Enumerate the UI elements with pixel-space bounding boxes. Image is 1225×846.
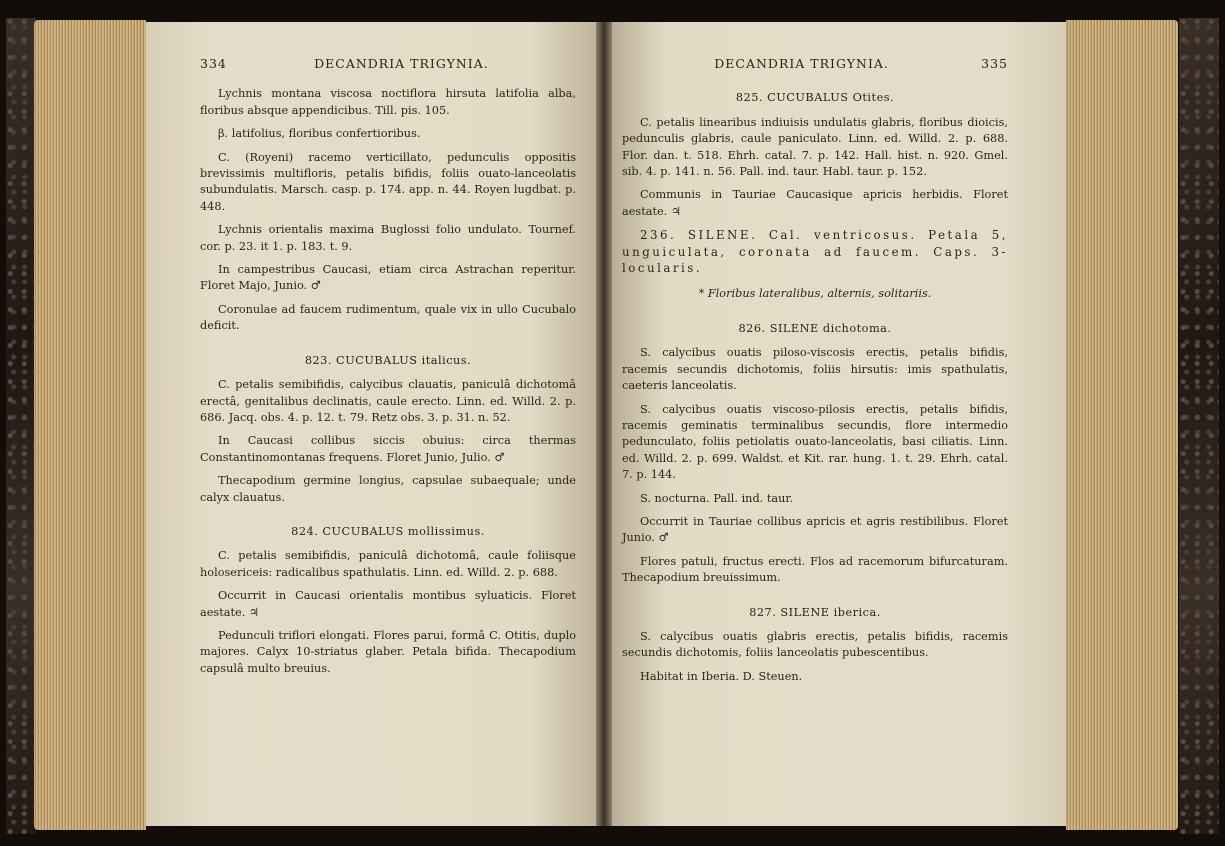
mollissimus-habitat: Occurrit in Caucasi orientalis montibus syluaticis. Floret aestate. ♃ [200,589,576,619]
royeni-description: C. (Royeni) racemo verticillato, pedunculis oppositis brevissimis multifloris, petalis bifidis, foliis ouato-lanceolatis subundulatis. Marsch. casp. p. 174. app. n. 44. Royen lugdbat. p. 448. [200,150,576,213]
right-page [612,22,1066,826]
iberica-habitat: Habitat in Iberia. D. Steuen. [640,669,803,683]
otites-habitat: Communis in Tauriae Caucasique apricis herbidis. Floret aestate. ♃ [622,188,1008,218]
right-cover-board [1179,18,1219,834]
italicus-habitat: In Caucasi collibus siccis obuius: circa thermas Constantinomontanas frequens. Floret Junio, Julio. ♂ [200,434,576,464]
mollissimus-note: Pedunculi triflori elongati. Flores parui, formâ C. Otitis, duplo majores. Calyx 10-striatus glaber. Petala bifida. Thecapodium capsulâ multo breuius. [200,628,576,675]
variety-beta: β. latifolius, floribus confertioribus. [218,127,421,141]
left-cover-board [6,18,36,834]
lychnis-orientalis-synonym: Lychnis orientalis maxima Buglossi folio undulato. Tournef. cor. p. 23. it 1. p. 183. t. 9. [200,223,576,253]
royeni-habitat: In campestribus Caucasi, etiam circa Astrachan reperitur. Floret Majo, Junio. ♂ [200,263,576,293]
dichotoma-note: Flores patuli, fructus erecti. Flos ad racemorum bifurcaturam. Thecapodium breuissimum. [622,554,1008,585]
left-page [146,22,596,826]
book-gutter [596,22,612,826]
species-827-heading: 827. SILENE iberica. [749,605,881,619]
right-running-title: DECANDRIA TRIGYNIA. [714,56,889,71]
italicus-description: C. petalis semibifidis, calycibus clauatis, paniculâ dichotomâ erectâ, genitalibus declinatis, caule erecto. Linn. ed. Willd. 2. p. 686. Jacq. obs. 4. p. 12. t. 79. Retz obs. 3. p. 31. n. 52. [200,378,576,424]
iberica-description: S. calycibus ouatis glabris erectis, petalis bifidis, racemis secundis dichotomis, foliis lanceolatis pubescentibus. [622,629,1008,660]
italicus-note: Thecapodium germine longius, capsulae subaequale; unde calyx clauatus. [200,474,576,504]
left-page-edges [34,20,146,830]
species-826-heading: 826. SILENE dichotoma. [738,321,892,335]
left-page-number: 334 [200,56,227,71]
dichotoma-habitat: Occurrit in Tauriae collibus apricis et agris restibilibus. Floret Junio. ♂ [622,514,1008,545]
mollissimus-description: C. petalis semibifidis, paniculâ dichotomâ, caule foliisque holosericeis: radicalibus spathulatis. Linn. ed. Willd. 2. p. 688. [200,549,576,579]
right-page-number: 335 [981,56,1008,71]
genus-236-silene: 236. SILENE. Cal. ventricosus. Petala 5, unguiculata, coronata ad faucem. Caps. 3-locularis. [622,228,1008,276]
section-heading: * Floribus lateralibus, alternis, solitariis. [698,287,932,301]
species-824-heading: 824. CUCUBALUS mollissimus. [291,524,485,538]
dichotoma-description: S. calycibus ouatis piloso-viscosis erectis, petalis bifidis, racemis secundis dichotomis, foliis hirsutis: imis spathulatis, caeteris lanceolatis. [622,346,1008,393]
left-running-title: DECANDRIA TRIGYNIA. [314,56,489,71]
dichotoma-nocturna: S. nocturna. Pall. ind. taur. [640,491,794,505]
royeni-note: Coronulae ad faucem rudimentum, quale vix in ullo Cucubalo deficit. [200,302,576,333]
right-page-edges [1066,20,1178,830]
species-823-heading: 823. CUCUBALUS italicus. [304,353,472,367]
lychnis-montana-synonym: Lychnis montana viscosa noctiflora hirsuta latifolia alba, floribus absque appendicibus. Till. pis. 105. [200,87,576,117]
left-running-head [200,56,576,72]
right-running-head [622,56,1008,72]
species-825-heading: 825. CUCUBALUS Otites. [735,91,895,105]
otites-description: C. petalis linearibus indiuisis undulatis glabris, floribus dioicis, pedunculis glabris, caule paniculato. Linn. ed. Willd. 2. p. 688. Flor. dan. t. 518. Ehrh. catal. 7. p. 142. Hall. hist. n. 920. Gmel. sib. 4. p. 141. n. 56. Pall. ind. taur. Habl. taur. p. 152. [622,115,1008,179]
dichotoma-synonym: S. calycibus ouatis viscoso-pilosis erectis, petalis bifidis, racemis geminatis terminalibus secundis, flore intermedio pedunculato, foliis petiolatis ouato-lanceolatis, basi ciliatis. Linn. ed. Willd. 2. p. 699. Waldst. et Kit. rar. hung. 1. t. 29. Ehrh. catal. 7. p. 144. [622,402,1008,482]
